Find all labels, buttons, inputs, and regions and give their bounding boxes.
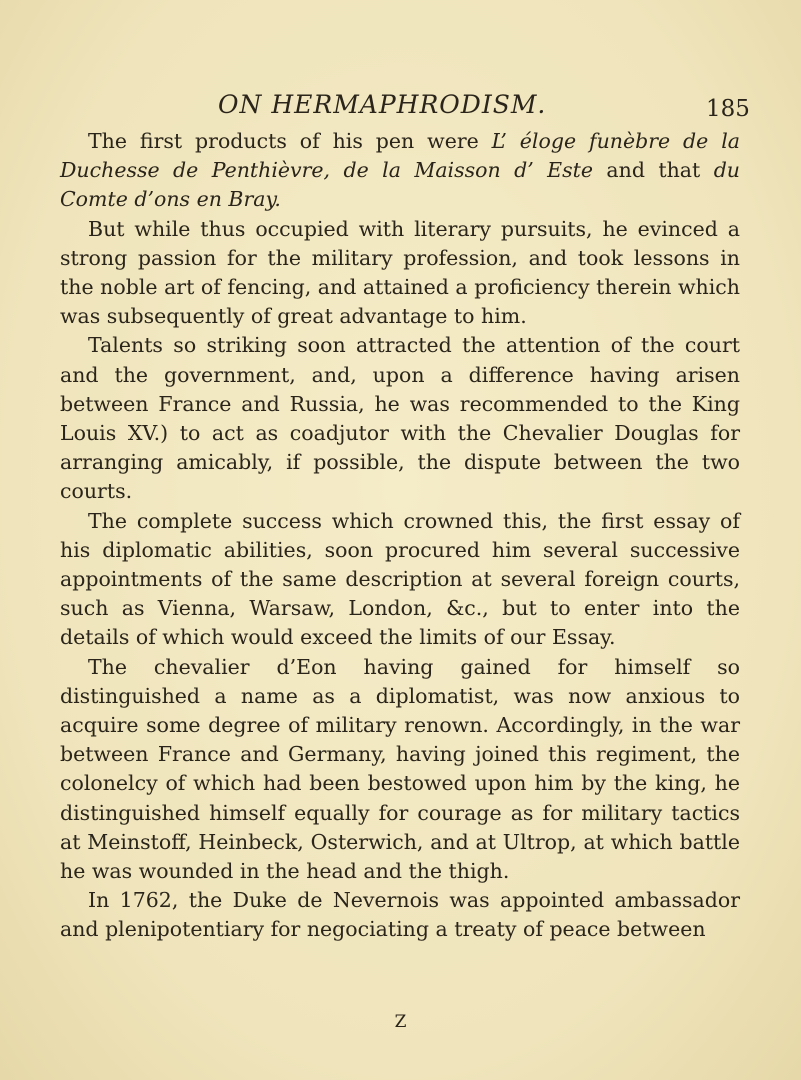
paragraph bbox=[60, 507, 740, 653]
body-text bbox=[60, 127, 740, 945]
page-header bbox=[0, 90, 801, 130]
running-title: ON HERMAPHRODISM. bbox=[218, 90, 547, 119]
text-run: The complete success which crowned this, the first essay of his diplomatic abilities, soon procured him several successive appointments of the same description at several foreign courts, such as Vienna, Warsaw, London, &c., but to enter into the details of which would exceed the limits of our Essay. bbox=[60, 508, 740, 650]
text-run: The first products of his pen were bbox=[88, 129, 492, 153]
text-run: Talents so striking soon attracted the attention of the court and the government, and, upon a difference having arisen between France and Russia, he was recommended to the King Louis XV.) to act as coadjutor with the Chevalier Douglas for arranging amicably, if possible, the dispute between the two courts. bbox=[60, 333, 740, 504]
italic-text: L’ éloge funèbre de la Duchesse de Penthièvre, de la Maisson d’ Este bbox=[60, 129, 740, 183]
paragraph bbox=[60, 215, 740, 332]
text-run: and that bbox=[593, 158, 714, 183]
paragraph bbox=[60, 127, 740, 215]
text-run: The chevalier d’Eon having gained for himself so distinguished a name as a diplomatist, was now anxious to acquire some degree of military renown. Accordingly, in the war between France and Germany, having joined this regiment, the colonelcy of which had been bestowed upon him by the king, he distinguished himself equally for courage as for military tactics at Meinstoff, Heinbeck, Osterwich, and at Ultrop, at which battle he was wounded in the head and the thigh. bbox=[60, 654, 740, 884]
text-run: But while thus occupied with literary pursuits, he evinced a strong passion for the military profession, and took lessons in the noble art of fencing, and attained a proficiency therein which was subsequently of great advantage to him. bbox=[60, 216, 740, 329]
paragraph bbox=[60, 331, 740, 506]
text-run: In 1762, the Duke de Nevernois was appointed ambassador and plenipotentiary for negociating a treaty of peace between bbox=[60, 888, 740, 942]
paragraph bbox=[60, 886, 740, 944]
paragraph bbox=[60, 653, 740, 887]
italic-text: du Comte d’ons en Bray. bbox=[60, 158, 741, 212]
page-number: 185 bbox=[706, 96, 750, 122]
signature-mark: Z bbox=[394, 1012, 407, 1032]
